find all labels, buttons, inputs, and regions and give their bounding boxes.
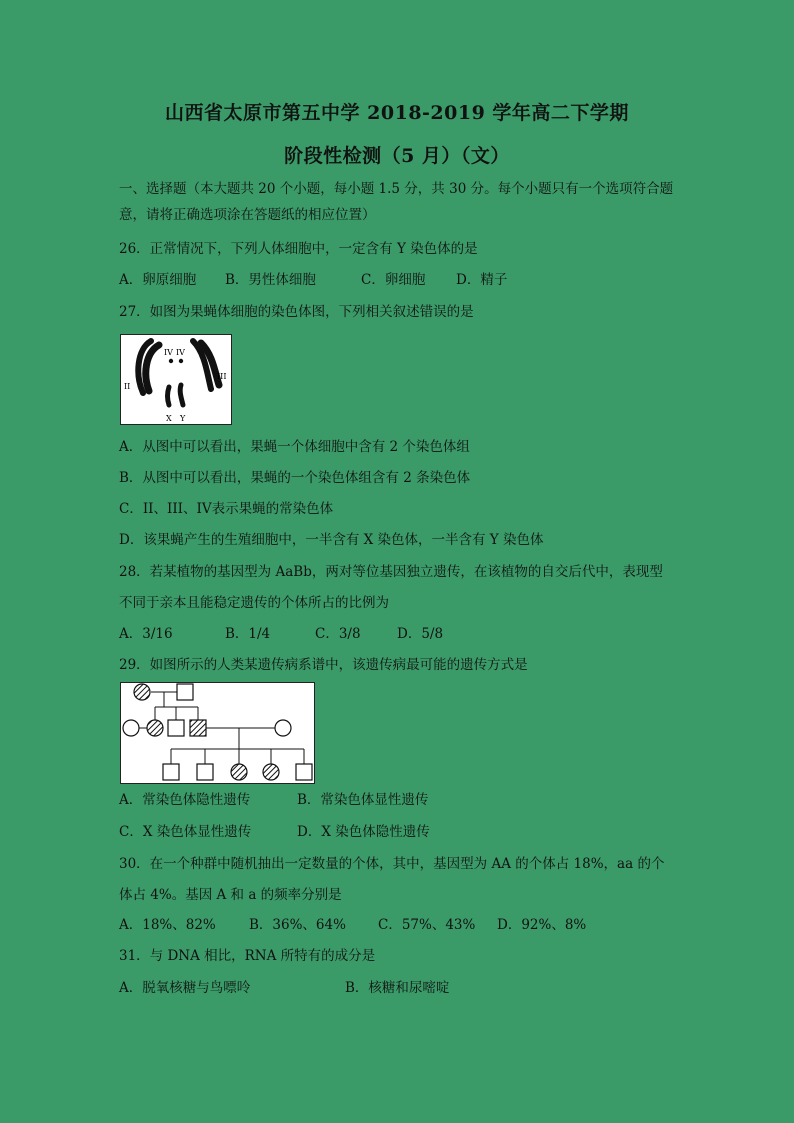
gen2-normal-female-spouse <box>123 720 139 736</box>
q26-stem: 26．正常情况下，下列人体细胞中，一定含有 Y 染色体的是 <box>119 241 478 257</box>
gen1-normal-male <box>177 684 193 700</box>
pedigree-figure <box>120 682 315 784</box>
q29-option-d: D．X 染色体隐性遗传 <box>297 824 430 840</box>
gen3-affected-female-2 <box>263 764 279 780</box>
chromosome-diagram <box>121 335 231 424</box>
label-iii: III <box>217 372 227 381</box>
q28-stem-1: 28．若某植物的基因型为 AaBb，两对等位基因独立遗传，在该植物的自交后代中，表现型 <box>119 564 663 580</box>
q28-option-d: D．5/8 <box>397 626 444 642</box>
gen2-normal-female-spouse-right <box>275 720 291 736</box>
q27-option-b: B．从图中可以看出，果蝇的一个染色体组含有 2 条染色体 <box>119 470 471 486</box>
q29-stem: 29．如图所示的人类某遗传病系谱中，该遗传病最可能的遗传方式是 <box>119 657 528 673</box>
q26-option-c: C．卵细胞 <box>361 272 426 288</box>
title-line-1: 山西省太原市第五中学 2018-2019 学年高二下学期 <box>165 102 629 124</box>
q31-option-a: A．脱氧核糖与鸟嘌呤 <box>119 980 251 996</box>
chromosome-iv-b <box>179 359 183 363</box>
q26-option-d: D．精子 <box>456 272 508 288</box>
gen3-normal-male-1 <box>163 764 179 780</box>
q30-option-c: C．57%、43% <box>378 917 476 933</box>
label-iv-left: IV <box>164 348 173 357</box>
gen2-affected-female <box>147 720 163 736</box>
label-y: Y <box>180 414 186 423</box>
q29-option-b: B．常染色体显性遗传 <box>297 792 429 808</box>
q30-option-a: A．18%、82% <box>119 917 216 933</box>
gen3-normal-male-2 <box>197 764 213 780</box>
q27-stem: 27．如图为果蝇体细胞的染色体图，下列相关叙述错误的是 <box>119 304 474 320</box>
section-instructions-2: 意，请将正确选项涂在答题纸的相应位置） <box>119 207 376 223</box>
chromosome-x <box>168 387 170 405</box>
q27-option-a: A．从图中可以看出，果蝇一个体细胞中含有 2 个染色体组 <box>119 439 470 455</box>
q30-option-d: D．92%、8% <box>497 917 587 933</box>
label-iv-right: IV <box>176 348 185 357</box>
chromosome-iv-a <box>169 359 173 363</box>
label-x: X <box>166 414 172 423</box>
q26-option-b: B．男性体细胞 <box>225 272 316 288</box>
gen2-normal-male <box>168 720 184 736</box>
gen2-affected-male <box>190 720 206 736</box>
chromosome-figure <box>120 334 232 425</box>
gen3-normal-male-3 <box>296 764 312 780</box>
chromosome-y <box>180 385 183 405</box>
pedigree-diagram <box>121 683 314 783</box>
q30-option-b: B．36%、64% <box>249 917 346 933</box>
q28-option-b: B．1/4 <box>225 626 271 642</box>
q28-option-a: A．3/16 <box>119 626 173 642</box>
q30-stem-2: 体占 4%。基因 A 和 a 的频率分别是 <box>119 887 342 903</box>
chromosome-ii-b <box>146 345 159 391</box>
q27-option-c: C．II、III、IV表示果蝇的常染色体 <box>119 501 334 517</box>
q29-option-a: A．常染色体隐性遗传 <box>119 792 251 808</box>
q29-option-c: C．X 染色体显性遗传 <box>119 824 252 840</box>
label-ii: II <box>124 382 131 391</box>
q31-stem: 31．与 DNA 相比，RNA 所特有的成分是 <box>119 948 376 964</box>
q27-option-d: D．该果蝇产生的生殖细胞中，一半含有 X 染色体，一半含有 Y 染色体 <box>119 532 544 548</box>
gen1-affected-female <box>134 684 150 700</box>
gen3-affected-female-1 <box>231 764 247 780</box>
title-line-2: 阶段性检测（5 月）（文） <box>284 145 510 167</box>
q31-option-b: B．核糖和尿嘧啶 <box>345 980 450 996</box>
q28-option-c: C．3/8 <box>315 626 361 642</box>
section-instructions-1: 一、选择题（本大题共 20 个小题，每小题 1.5 分，共 30 分。每个小题只有一个选项符合题 <box>119 181 674 197</box>
q28-stem-2: 不同于亲本且能稳定遗传的个体所占的比例为 <box>119 595 389 611</box>
q26-option-a: A．卵原细胞 <box>119 272 197 288</box>
q30-stem-1: 30．在一个种群中随机抽出一定数量的个体，其中，基因型为 AA 的个体占 18%，aa 的个 <box>119 856 665 872</box>
